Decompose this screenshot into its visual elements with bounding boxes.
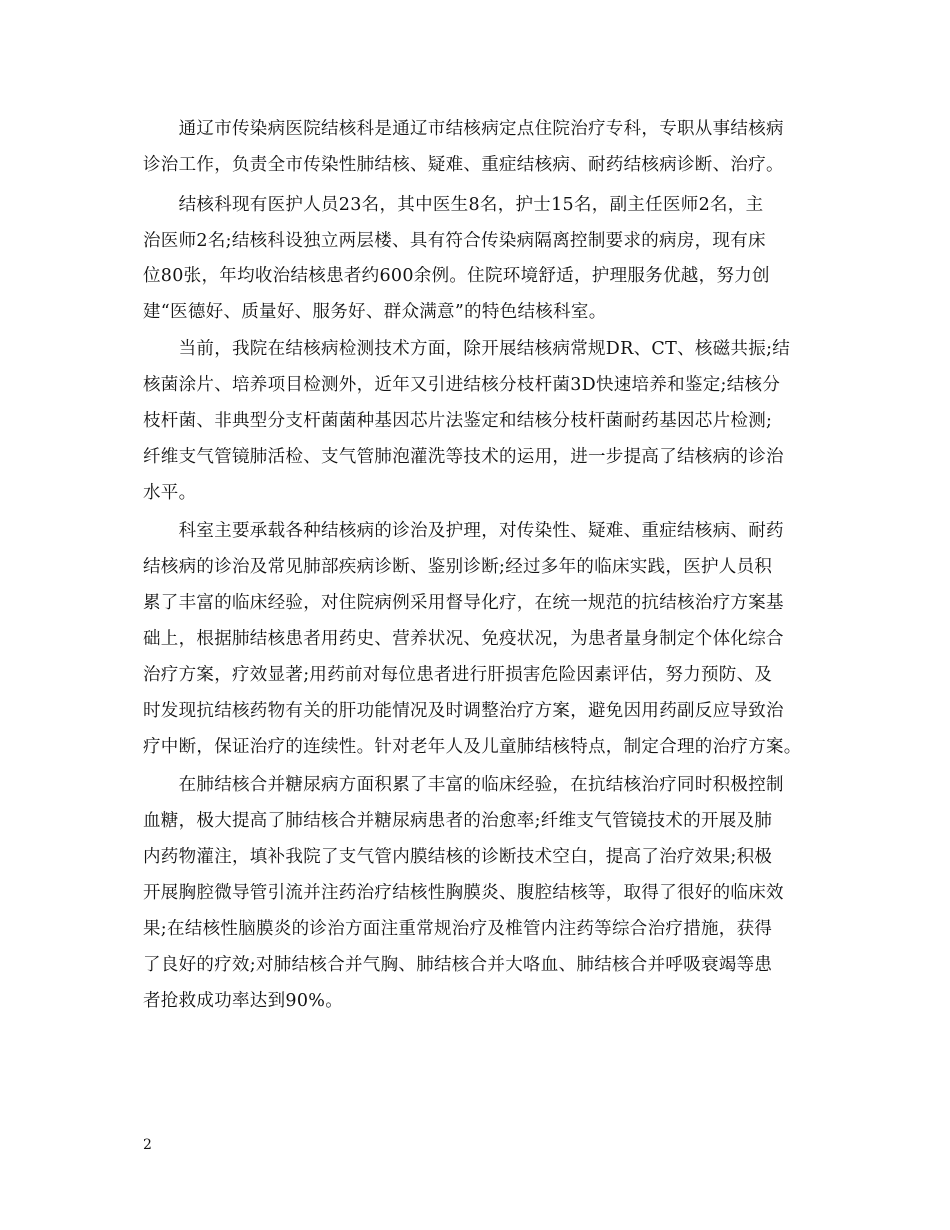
text-line: 累了丰富的临床经验，对住院病例采用督导化疗，在统一规范的抗结核治疗方案基 <box>143 593 784 613</box>
text-line: 础上，根据肺结核患者用药史、营养状况、免疫状况，为患者量身制定个体化综合 <box>143 629 784 649</box>
text-line: 开展胸腔微导管引流并注药治疗结核性胸膜炎、腹腔结核等，取得了很好的临床效 <box>143 883 784 903</box>
text-line: 水平。 <box>143 483 197 503</box>
text-line: 当前，我院在结核病检测技术方面，除开展结核病常规DR、CT、核磁共振;结 <box>143 339 791 359</box>
text-line: 治疗方案，疗效显著;用药前对每位患者进行肝损害危险因素评估，努力预防、及 <box>143 665 773 685</box>
text-line: 诊治工作，负责全市传染性肺结核、疑难、重症结核病、耐药结核病诊断、治疗。 <box>143 155 784 175</box>
text-line: 果;在结核性脑膜炎的诊治方面注重常规治疗及椎管内注药等综合治疗措施，获得 <box>143 919 773 939</box>
text-line: 枝杆菌、非典型分支杆菌菌种基因芯片法鉴定和结核分枝杆菌耐药基因芯片检测; <box>143 411 773 431</box>
text-line: 建“医德好、质量好、服务好、群众满意”的特色结核科室。 <box>143 302 607 322</box>
page-number: 2 <box>143 1137 152 1153</box>
text-line: 者抢救成功率达到90%。 <box>143 991 343 1011</box>
text-line: 通辽市传染病医院结核科是通辽市结核病定点住院治疗专科，专职从事结核病 <box>143 119 784 139</box>
text-line: 纤维支气管镜肺活检、支气管肺泡灌洗等技术的运用，进一步提高了结核病的诊治 <box>143 447 784 467</box>
text-line: 治医师2名;结核科设独立两层楼、具有符合传染病隔离控制要求的病房，现有床 <box>143 231 766 251</box>
text-line: 结核科现有医护人员23名，其中医生8名，护士15名，副主任医师2名，主 <box>143 195 764 215</box>
text-line: 科室主要承载各种结核病的诊治及护理，对传染性、疑难、重症结核病、耐药 <box>143 521 784 541</box>
text-line: 了良好的疗效;对肺结核合并气胸、肺结核合并大咯血、肺结核合并呼吸衰竭等患 <box>143 955 773 975</box>
text-line: 时发现抗结核药物有关的肝功能情况及时调整治疗方案，避免因用药副反应导致治 <box>143 701 784 721</box>
text-line: 疗中断，保证治疗的连续性。针对老年人及儿童肺结核特点，制定合理的治疗方案。 <box>143 737 802 757</box>
text-line: 血糖，极大提高了肺结核合并糖尿病患者的治愈率;纤维支气管镜技术的开展及肺 <box>143 811 773 831</box>
text-line: 核菌涂片、培养项目检测外，近年又引进结核分枝杆菌3D快速培养和鉴定;结核分 <box>143 375 781 395</box>
text-line: 结核病的诊治及常见肺部疾病诊断、鉴别诊断;经过多年的临床实践，医护人员积 <box>143 557 773 577</box>
text-line: 内药物灌注，填补我院了支气管内膜结核的诊断技术空白，提高了治疗效果;积极 <box>143 847 773 867</box>
text-line: 在肺结核合并糖尿病方面积累了丰富的临床经验，在抗结核治疗同时积极控制 <box>143 775 784 795</box>
text-line: 位80张，年均收治结核患者约600余例。住院环境舒适，护理服务优越，努力创 <box>143 266 770 286</box>
